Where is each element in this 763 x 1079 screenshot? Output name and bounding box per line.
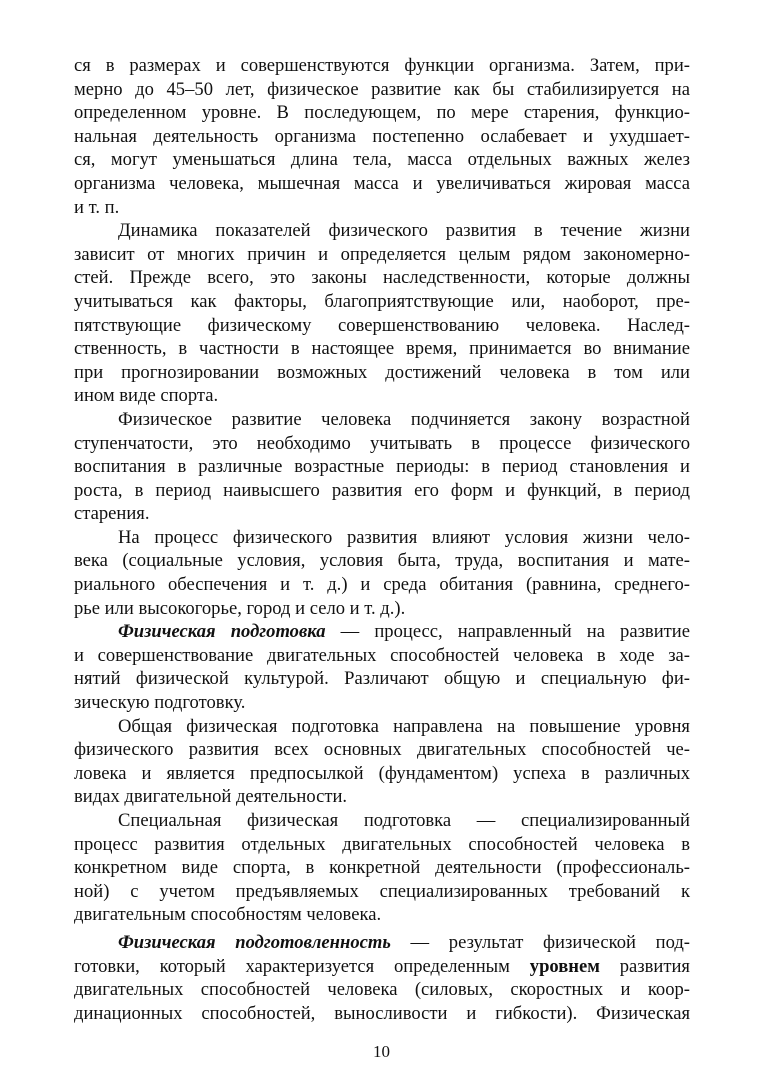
- text-line: Специальная физическая подготовка — специализированный: [118, 810, 690, 831]
- text-fragment: развития: [599, 955, 690, 977]
- text-line: динационных способностей, выносливости и гибкости). Физическая: [74, 1002, 690, 1024]
- text-line: зическую подготовку.: [74, 692, 246, 714]
- paragraph-2: [74, 219, 690, 408]
- text-line: На процесс физического развития влияют условия жизни чело-: [118, 526, 690, 548]
- term-physical-fitness: Физическая подготовленность: [118, 931, 391, 953]
- text-line: учитываться как факторы, благоприятствующие или, наоборот, пре-: [74, 290, 690, 312]
- text-line: [74, 620, 690, 644]
- text-line: Физическое развитие человека подчиняется закону возрастной: [118, 408, 690, 430]
- text-fragment: готовки, который характеризуется определенным: [74, 955, 530, 977]
- text-line: физического развития всех основных двигательных способностей че-: [74, 739, 690, 761]
- text-line: Общая физическая подготовка направлена на повышение уровня: [118, 715, 690, 737]
- text-line: нятий физической культурой. Различают общую и специальную фи-: [74, 668, 690, 690]
- text-line: нальная деятельность организма постепенно ослабевает и ухудшает-: [74, 125, 690, 147]
- text-line: ственность, в частности в настоящее время, принимается во внимание: [74, 338, 690, 360]
- emphasis-level: уровнем: [529, 955, 600, 977]
- paragraph-8: [74, 931, 690, 1025]
- paragraph-7: [74, 809, 690, 927]
- paragraph-1: [74, 54, 690, 219]
- text-line: двигательных способностей человека (силовых, скоростных и коор-: [74, 979, 690, 1001]
- text-line: процесс развития отдельных двигательных способностей человека в: [74, 833, 690, 855]
- text-line: ступенчатости, это необходимо учитывать в процессе физического: [74, 432, 690, 454]
- text-line: при прогнозировании возможных достижений человека в том или: [74, 361, 690, 383]
- paragraph-3: [74, 408, 690, 526]
- text-line: рье или высокогорье, город и село и т. д.).: [74, 597, 406, 619]
- text-line: ся в размерах и совершенствуются функции организма. Затем, при-: [74, 55, 690, 76]
- text-line: видах двигательной деятельности.: [74, 786, 348, 808]
- text-line: воспитания в различные возрастные периоды: в период становления и: [74, 456, 690, 478]
- text-line: стей. Прежде всего, это законы наследственности, которые должны: [74, 267, 690, 289]
- text-line: двигательным способностям человека.: [74, 904, 382, 926]
- text-line: конкретном виде спорта, в конкретной деятельности (профессиональ-: [74, 857, 690, 879]
- text-line: организма человека, мышечная масса и увеличиваться жировая масса: [74, 172, 690, 194]
- text-line: пятствующие физическому совершенствованию человека. Наслед-: [74, 314, 690, 336]
- text-line: риального обеспечения и т. д.) и среда обитания (равнина, среднего-: [74, 574, 690, 596]
- term-definition-start: — результат физической под-: [390, 931, 690, 953]
- text-line: роста, в период наивысшего развития его форм и функций, в период: [74, 479, 690, 501]
- paragraph-5: [74, 620, 690, 714]
- text-line: и совершенствование двигательных способностей человека в ходе за-: [74, 644, 690, 666]
- term-definition-start: — процесс, направленный на развитие: [325, 621, 690, 643]
- text-line: [74, 931, 690, 955]
- text-line: ловека и является предпосылкой (фундаментом) успеха в различных: [74, 762, 690, 784]
- text-line: [74, 955, 690, 979]
- text-line: ся, могут уменьшаться длина тела, масса отдельных важных желез: [74, 149, 690, 171]
- term-physical-training: Физическая подготовка: [118, 621, 326, 643]
- paragraph-4: [74, 526, 690, 620]
- text-line: мерно до 45–50 лет, физическое развитие как бы стабилизируется на: [74, 78, 690, 100]
- book-page: [74, 54, 690, 1025]
- text-line: определенном уровне. В последующем, по мере старения, функцио-: [74, 102, 690, 124]
- text-line: старения.: [74, 503, 150, 525]
- text-line: ином виде спорта.: [74, 385, 219, 407]
- page-number: 10: [373, 1042, 390, 1061]
- text-line: Динамика показателей физического развития в течение жизни: [118, 220, 690, 242]
- text-line: ной) с учетом предъявляемых специализированных требований к: [74, 880, 690, 902]
- paragraph-6: [74, 715, 690, 809]
- text-line: века (социальные условия, условия быта, труда, воспитания и мате-: [74, 550, 690, 572]
- text-line: и т. п.: [74, 196, 120, 218]
- text-line: зависит от многих причин и определяется целым рядом закономерно-: [74, 243, 690, 265]
